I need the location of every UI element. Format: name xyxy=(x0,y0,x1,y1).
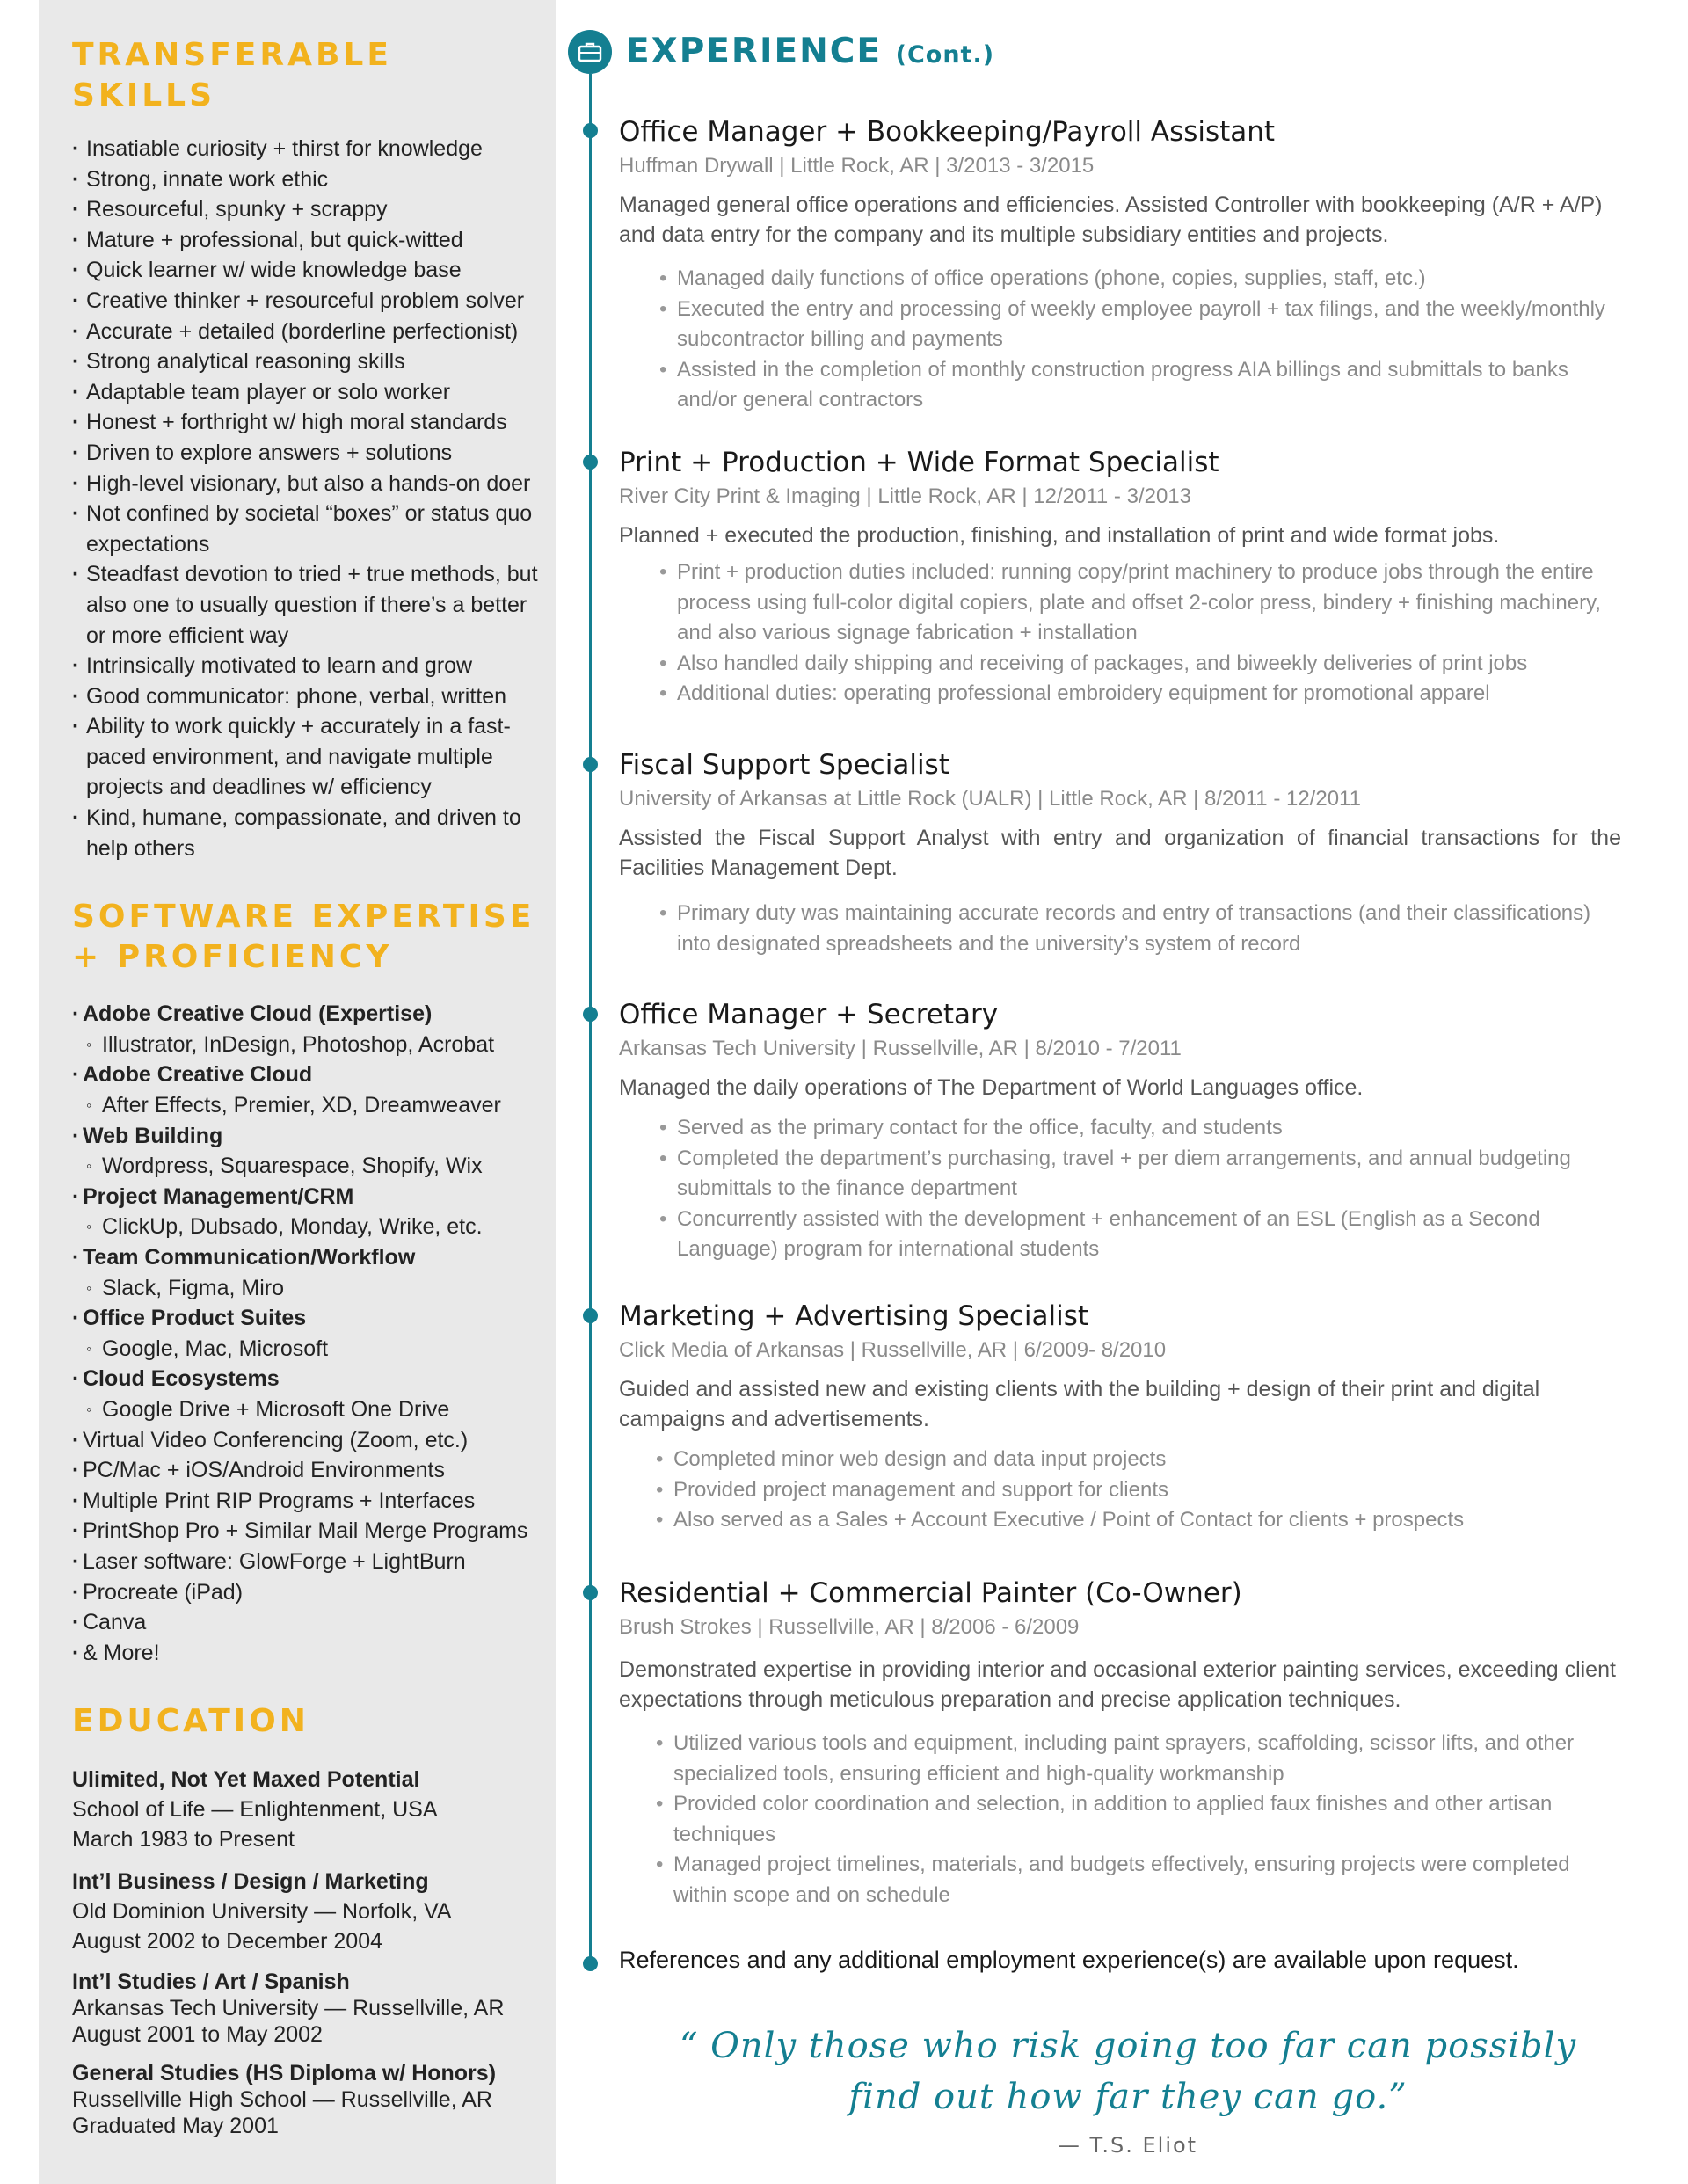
dates: March 1983 to Present xyxy=(72,1827,295,1853)
education-list xyxy=(72,1765,556,2139)
education-entry xyxy=(72,2060,556,2139)
job-bullet: • Primary duty was maintaining accurate records and entry of transactions (and their classifications) into designated spreadsheets and the university’s system of record xyxy=(659,899,1621,959)
skill-item: · Kind, humane, compassionate, and driven to help others xyxy=(72,803,547,863)
experience-heading xyxy=(626,32,994,71)
job-entry xyxy=(619,1576,1621,1911)
job-entry xyxy=(619,1299,1621,1536)
skill-item: · Good communicator: phone, verbal, written xyxy=(72,681,547,712)
software-item: · Procreate (iPad) xyxy=(72,1577,556,1608)
software-item: · Virtual Video Conferencing (Zoom, etc.) xyxy=(72,1425,556,1456)
job-meta: Brush Strokes | Russellville, AR | 8/2006 - 6/2009 xyxy=(619,1615,1080,1639)
degree: Ulimited, Not Yet Maxed Potential xyxy=(72,1767,420,1793)
job-title: Residential + Commercial Painter (Co-Owner) xyxy=(619,1577,1242,1609)
sidebar xyxy=(39,0,556,2184)
school: Russellville High School — Russellville, AR xyxy=(72,2087,492,2113)
job-bullets xyxy=(619,1729,1621,1911)
skill-item: · Ability to work quickly + accurately in a fast-paced environment, and navigate multiple projects and deadlines w/ efficiency xyxy=(72,711,547,803)
job-meta: Click Media of Arkansas | Russellville, AR | 6/2009- 8/2010 xyxy=(619,1338,1167,1362)
skill-item: · Quick learner w/ wide knowledge base xyxy=(72,255,547,286)
job-description: Demonstrated expertise in providing interior and occasional exterior painting services, exceeding client expectations through meticulous preparation and precise application techniques. xyxy=(619,1657,1616,1712)
job-entry xyxy=(619,445,1621,710)
software-item: · Adobe Creative Cloud xyxy=(72,1059,556,1090)
skills-list xyxy=(72,134,556,863)
skills-heading: TRANSFERABLE SKILLS xyxy=(72,37,392,113)
job-bullet: • Concurrently assisted with the development + enhancement of an ESL (English as a Second Language) program for international students xyxy=(659,1205,1621,1265)
skill-item: · Driven to explore answers + solutions xyxy=(72,438,547,469)
timeline-dot xyxy=(583,123,598,138)
job-meta: Arkansas Tech University | Russellville, AR | 8/2010 - 7/2011 xyxy=(619,1037,1182,1060)
job-bullet: • Provided project management and support for clients xyxy=(656,1475,1621,1506)
education-entry xyxy=(72,1765,556,1854)
software-heading: SOFTWARE EXPERTISE + PROFICIENCY xyxy=(72,899,535,976)
software-item: · Laser software: GlowForge + LightBurn xyxy=(72,1547,556,1577)
dates: Graduated May 2001 xyxy=(72,2114,279,2139)
degree: Int’l Business / Design / Marketing xyxy=(72,1869,429,1895)
software-item: · Multiple Print RIP Programs + Interfaces xyxy=(72,1486,556,1517)
timeline-dot xyxy=(583,1007,598,1022)
software-item: · Office Product Suites xyxy=(72,1303,556,1334)
job-description: Managed the daily operations of The Department of World Languages office. xyxy=(619,1075,1364,1100)
experience-heading-text: EXPERIENCE xyxy=(626,32,883,71)
software-item: · PrintShop Pro + Similar Mail Merge Programs xyxy=(72,1516,556,1547)
education-entry xyxy=(72,1969,556,2048)
software-item: · Web Building xyxy=(72,1121,556,1152)
skill-item: · Steadfast devotion to tried + true methods, but also one to usually question if there’s a better or more efficient way xyxy=(72,559,547,651)
school: Arkansas Tech University — Russellville, AR xyxy=(72,1996,505,2021)
software-item: · Cloud Ecosystems xyxy=(72,1364,556,1394)
skill-item: · Accurate + detailed (borderline perfectionist) xyxy=(72,317,547,347)
job-entry xyxy=(619,747,1621,959)
experience-section xyxy=(568,0,1688,2184)
software-subitem: ◦ Illustrator, InDesign, Photoshop, Acrobat xyxy=(72,1030,556,1060)
job-bullet: • Provided color coordination and selection, in addition to applied faux finishes and other artisan techniques xyxy=(656,1789,1621,1850)
software-subitem: ◦ ClickUp, Dubsado, Monday, Wrike, etc. xyxy=(72,1212,556,1242)
software-subitem: ◦ Slack, Figma, Miro xyxy=(72,1273,556,1304)
job-entry xyxy=(619,997,1621,1265)
job-meta: University of Arkansas at Little Rock (UALR) | Little Rock, AR | 8/2011 - 12/2011 xyxy=(619,787,1361,811)
job-bullet: • Assisted in the completion of monthly construction progress AIA billings and submittals to banks and/or general contractors xyxy=(659,355,1621,416)
job-bullet: • Also handled daily shipping and receiving of packages, and biweekly deliveries of print jobs xyxy=(659,649,1621,680)
skill-item: · Resourceful, spunky + scrappy xyxy=(72,194,547,225)
timeline-dot xyxy=(583,455,598,470)
job-bullet: • Utilized various tools and equipment, including paint sprayers, scaffolding, scissor lifts, and other specialized tools, ensuring efficient and high-quality workmanship xyxy=(656,1729,1621,1789)
software-subitem: ◦ Google Drive + Microsoft One Drive xyxy=(72,1394,556,1425)
skill-item: · Creative thinker + resourceful problem solver xyxy=(72,286,547,317)
job-entry xyxy=(619,114,1621,416)
quote xyxy=(568,2020,1688,2122)
job-title: Office Manager + Bookkeeping/Payroll Assistant xyxy=(619,116,1276,148)
job-title: Marketing + Advertising Specialist xyxy=(619,1300,1089,1332)
job-bullets xyxy=(619,1113,1621,1265)
job-bullets xyxy=(619,264,1621,416)
job-title: Office Manager + Secretary xyxy=(619,999,999,1030)
job-bullet: • Served as the primary contact for the office, faculty, and students xyxy=(659,1113,1621,1144)
software-list xyxy=(72,999,556,1668)
software-item: · Canva xyxy=(72,1607,556,1638)
software-item: · Adobe Creative Cloud (Expertise) xyxy=(72,999,556,1030)
software-item: · Project Management/CRM xyxy=(72,1182,556,1212)
job-bullet: • Completed the department’s purchasing, travel + per diem arrangements, and annual budgeting submittals to the finance department xyxy=(659,1144,1621,1205)
skill-item: · Mature + professional, but quick-witted xyxy=(72,225,547,256)
school: School of Life — Enlightenment, USA xyxy=(72,1797,438,1823)
skill-item: · Intrinsically motivated to learn and grow xyxy=(72,651,547,681)
timeline-dot xyxy=(583,1308,598,1323)
job-bullets xyxy=(619,557,1621,710)
skill-item: · Strong analytical reasoning skills xyxy=(72,346,547,377)
software-subitem: ◦ After Effects, Premier, XD, Dreamweaver xyxy=(72,1090,556,1121)
experience-heading-suffix: (Cont.) xyxy=(895,41,995,69)
job-description: Planned + executed the production, finishing, and installation of print and wide format jobs. xyxy=(619,523,1500,548)
references-note: References and any additional employment experience(s) are available upon request. xyxy=(619,1947,1519,1973)
job-bullet: • Managed project timelines, materials, and budgets effectively, ensuring projects were completed within scope and on schedule xyxy=(656,1850,1621,1911)
job-meta: River City Print & Imaging | Little Rock, AR | 12/2011 - 3/2013 xyxy=(619,484,1191,508)
software-item: · & More! xyxy=(72,1638,556,1669)
quote-author: — T.S. Eliot xyxy=(1058,2133,1198,2158)
job-bullet: • Completed minor web design and data input projects xyxy=(656,1445,1621,1475)
skill-item: · Insatiable curiosity + thirst for knowledge xyxy=(72,134,547,164)
job-bullets xyxy=(619,899,1621,959)
quote-line: find out how far they can go.” xyxy=(848,2077,1408,2117)
job-title: Print + Production + Wide Format Specialist xyxy=(619,447,1219,478)
job-description: Guided and assisted new and existing clients with the building + design of their print and digital campaigns and advertisements. xyxy=(619,1377,1540,1431)
job-description: Assisted the Fiscal Support Analyst with entry and organization of financial transactions for the Facilities Management Dept. xyxy=(619,826,1621,880)
education-heading: EDUCATION xyxy=(72,1703,309,1740)
timeline-dot xyxy=(583,1585,598,1600)
software-subitem: ◦ Google, Mac, Microsoft xyxy=(72,1334,556,1365)
timeline-dot xyxy=(583,757,598,772)
quote-line: “ Only those who risk going too far can possibly xyxy=(679,2026,1577,2066)
dates: August 2001 to May 2002 xyxy=(72,2022,323,2048)
timeline-dot xyxy=(583,1956,598,1971)
job-title: Fiscal Support Specialist xyxy=(619,749,950,781)
job-bullet: • Print + production duties included: running copy/print machinery to produce jobs through the entire process using full-color digital copiers, plate and offset 2-color press, bindery + finishing machinery, and also various signage fabrication + installation xyxy=(659,557,1621,649)
briefcase-icon xyxy=(568,30,612,74)
skill-item: · Honest + forthright w/ high moral standards xyxy=(72,407,547,438)
education-entry xyxy=(72,1867,556,1956)
dates: August 2002 to December 2004 xyxy=(72,1929,383,1955)
job-bullet: • Additional duties: operating professional embroidery equipment for promotional apparel xyxy=(659,679,1621,710)
job-bullets xyxy=(619,1445,1621,1536)
skill-item: · Not confined by societal “boxes” or status quo expectations xyxy=(72,499,547,559)
job-bullet: • Executed the entry and processing of weekly employee payroll + tax filings, and the weekly/monthly subcontractor billing and payments xyxy=(659,295,1621,355)
job-description: Managed general office operations and efficiencies. Assisted Controller with bookkeeping (A/R + A/P) and data entry for the company and its multiple subsidiary entities and projects. xyxy=(619,193,1603,247)
software-item: · Team Communication/Workflow xyxy=(72,1242,556,1273)
skill-item: · Adaptable team player or solo worker xyxy=(72,377,547,408)
degree: Int’l Studies / Art / Spanish xyxy=(72,1969,350,1995)
degree: General Studies (HS Diploma w/ Honors) xyxy=(72,2061,497,2086)
job-meta: Huffman Drywall | Little Rock, AR | 3/2013 - 3/2015 xyxy=(619,154,1095,178)
skill-item: · High-level visionary, but also a hands-on doer xyxy=(72,469,547,499)
job-bullet: • Managed daily functions of office operations (phone, copies, supplies, staff, etc.) xyxy=(659,264,1621,295)
school: Old Dominion University — Norfolk, VA xyxy=(72,1899,452,1925)
job-bullet: • Also served as a Sales + Account Executive / Point of Contact for clients + prospects xyxy=(656,1505,1621,1536)
software-subitem: ◦ Wordpress, Squarespace, Shopify, Wix xyxy=(72,1151,556,1182)
skill-item: · Strong, innate work ethic xyxy=(72,164,547,195)
software-item: · PC/Mac + iOS/Android Environments xyxy=(72,1455,556,1486)
